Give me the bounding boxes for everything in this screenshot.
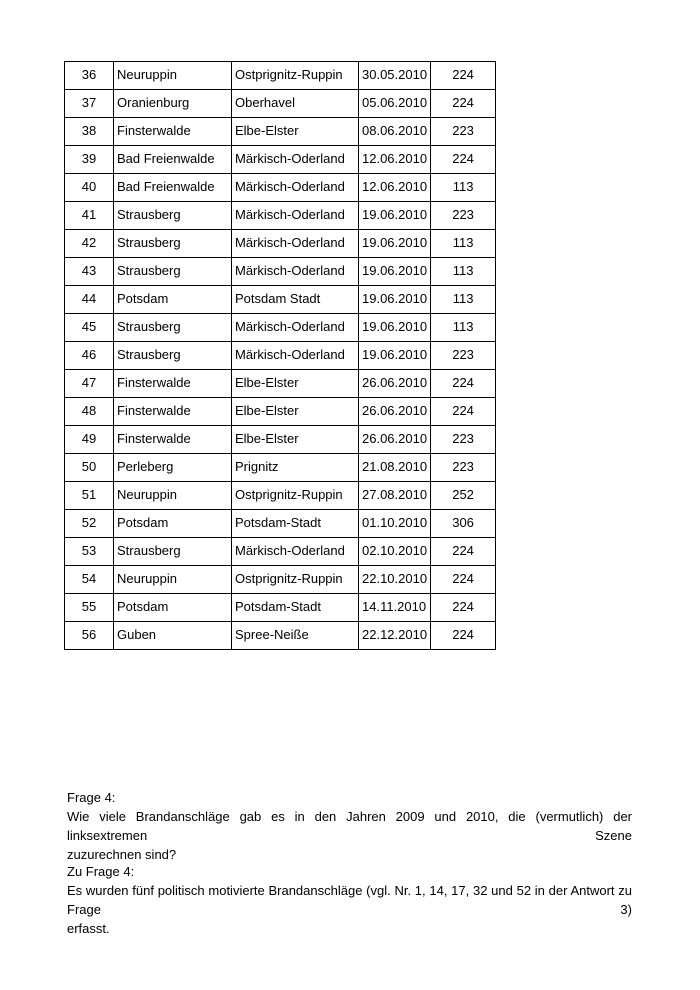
cell-date: 01.10.2010 [359,510,431,538]
cell-date: 19.06.2010 [359,258,431,286]
cell-district: Ostprignitz-Ruppin [232,566,359,594]
cell-paragraph: 224 [431,398,496,426]
cell-date: 14.11.2010 [359,594,431,622]
cell-date: 19.06.2010 [359,342,431,370]
cell-town: Strausberg [114,258,232,286]
cell-district: Elbe-Elster [232,118,359,146]
cell-paragraph: 223 [431,202,496,230]
table-row [65,230,496,258]
incident-table [64,61,496,650]
cell-town: Finsterwalde [114,426,232,454]
cell-paragraph: 224 [431,538,496,566]
cell-paragraph: 113 [431,314,496,342]
table-row [65,482,496,510]
table-row [65,510,496,538]
table-row [65,202,496,230]
cell-number: 52 [65,510,114,538]
table-row [65,146,496,174]
table-row [65,538,496,566]
cell-town: Finsterwalde [114,370,232,398]
cell-number: 54 [65,566,114,594]
cell-date: 08.06.2010 [359,118,431,146]
cell-district: Märkisch-Oderland [232,146,359,174]
cell-district: Märkisch-Oderland [232,174,359,202]
cell-number: 37 [65,90,114,118]
cell-date: 19.06.2010 [359,286,431,314]
cell-town: Potsdam [114,510,232,538]
cell-date: 30.05.2010 [359,62,431,90]
table-row [65,398,496,426]
cell-date: 12.06.2010 [359,146,431,174]
table-row [65,90,496,118]
cell-number: 51 [65,482,114,510]
cell-date: 19.06.2010 [359,314,431,342]
cell-number: 46 [65,342,114,370]
cell-town: Perleberg [114,454,232,482]
cell-district: Elbe-Elster [232,398,359,426]
cell-district: Ostprignitz-Ruppin [232,62,359,90]
cell-date: 19.06.2010 [359,230,431,258]
cell-paragraph: 223 [431,342,496,370]
cell-town: Potsdam [114,594,232,622]
cell-paragraph: 224 [431,90,496,118]
cell-town: Neuruppin [114,62,232,90]
cell-paragraph: 224 [431,622,496,650]
answer-text-line-1: Es wurden fünf politisch motivierte Brandanschläge (vgl. Nr. 1, 14, 17, 32 und 52 in der Antwort zu Frage 3) [67,883,632,917]
cell-date: 12.06.2010 [359,174,431,202]
cell-number: 36 [65,62,114,90]
cell-number: 53 [65,538,114,566]
cell-town: Strausberg [114,202,232,230]
table-row [65,426,496,454]
cell-town: Neuruppin [114,566,232,594]
cell-town: Finsterwalde [114,118,232,146]
cell-paragraph: 224 [431,62,496,90]
cell-district: Märkisch-Oderland [232,202,359,230]
cell-date: 22.12.2010 [359,622,431,650]
cell-number: 50 [65,454,114,482]
cell-paragraph: 306 [431,510,496,538]
question-text-line-1: Wie viele Brandanschläge gab es in den Jahren 2009 und 2010, die (vermutlich) der linksextremen Szene [67,809,632,843]
cell-date: 26.06.2010 [359,370,431,398]
question-text-line-2: zuzurechnen sind? [67,847,177,862]
cell-number: 48 [65,398,114,426]
cell-paragraph: 113 [431,258,496,286]
question-section [67,788,632,864]
cell-paragraph: 224 [431,370,496,398]
cell-number: 44 [65,286,114,314]
cell-date: 26.06.2010 [359,426,431,454]
cell-district: Elbe-Elster [232,370,359,398]
table-row [65,118,496,146]
cell-town: Finsterwalde [114,398,232,426]
cell-town: Strausberg [114,342,232,370]
cell-district: Potsdam Stadt [232,286,359,314]
table-row [65,258,496,286]
cell-town: Strausberg [114,230,232,258]
incident-table-body [65,62,496,650]
cell-town: Neuruppin [114,482,232,510]
cell-town: Oranienburg [114,90,232,118]
answer-label: Zu Frage 4: [67,864,135,879]
table-row [65,370,496,398]
cell-paragraph: 252 [431,482,496,510]
answer-text-line-2: erfasst. [67,921,110,936]
cell-number: 49 [65,426,114,454]
table-row [65,286,496,314]
table-row [65,594,496,622]
cell-district: Märkisch-Oderland [232,258,359,286]
cell-town: Potsdam [114,286,232,314]
cell-number: 47 [65,370,114,398]
cell-paragraph: 224 [431,146,496,174]
table-row [65,454,496,482]
cell-district: Märkisch-Oderland [232,314,359,342]
cell-date: 22.10.2010 [359,566,431,594]
cell-number: 56 [65,622,114,650]
cell-town: Bad Freienwalde [114,146,232,174]
cell-district: Prignitz [232,454,359,482]
cell-paragraph: 113 [431,174,496,202]
cell-number: 42 [65,230,114,258]
question-label: Frage 4: [67,790,116,805]
cell-date: 27.08.2010 [359,482,431,510]
cell-paragraph: 223 [431,118,496,146]
cell-district: Ostprignitz-Ruppin [232,482,359,510]
cell-district: Märkisch-Oderland [232,342,359,370]
cell-paragraph: 224 [431,594,496,622]
cell-date: 19.06.2010 [359,202,431,230]
cell-district: Märkisch-Oderland [232,538,359,566]
cell-date: 02.10.2010 [359,538,431,566]
cell-number: 41 [65,202,114,230]
cell-town: Strausberg [114,538,232,566]
cell-paragraph: 223 [431,454,496,482]
cell-date: 05.06.2010 [359,90,431,118]
table-row [65,174,496,202]
cell-number: 55 [65,594,114,622]
cell-paragraph: 223 [431,426,496,454]
table-row [65,622,496,650]
cell-paragraph: 224 [431,566,496,594]
cell-date: 26.06.2010 [359,398,431,426]
cell-town: Strausberg [114,314,232,342]
cell-district: Märkisch-Oderland [232,230,359,258]
cell-district: Oberhavel [232,90,359,118]
table-row [65,62,496,90]
cell-district: Spree-Neiße [232,622,359,650]
table-row [65,342,496,370]
cell-number: 43 [65,258,114,286]
table-row [65,314,496,342]
cell-town: Guben [114,622,232,650]
cell-district: Potsdam-Stadt [232,594,359,622]
cell-town: Bad Freienwalde [114,174,232,202]
cell-number: 39 [65,146,114,174]
answer-section [67,862,632,938]
cell-date: 21.08.2010 [359,454,431,482]
cell-number: 40 [65,174,114,202]
cell-district: Potsdam-Stadt [232,510,359,538]
cell-number: 45 [65,314,114,342]
cell-paragraph: 113 [431,286,496,314]
table-row [65,566,496,594]
cell-paragraph: 113 [431,230,496,258]
cell-number: 38 [65,118,114,146]
cell-district: Elbe-Elster [232,426,359,454]
